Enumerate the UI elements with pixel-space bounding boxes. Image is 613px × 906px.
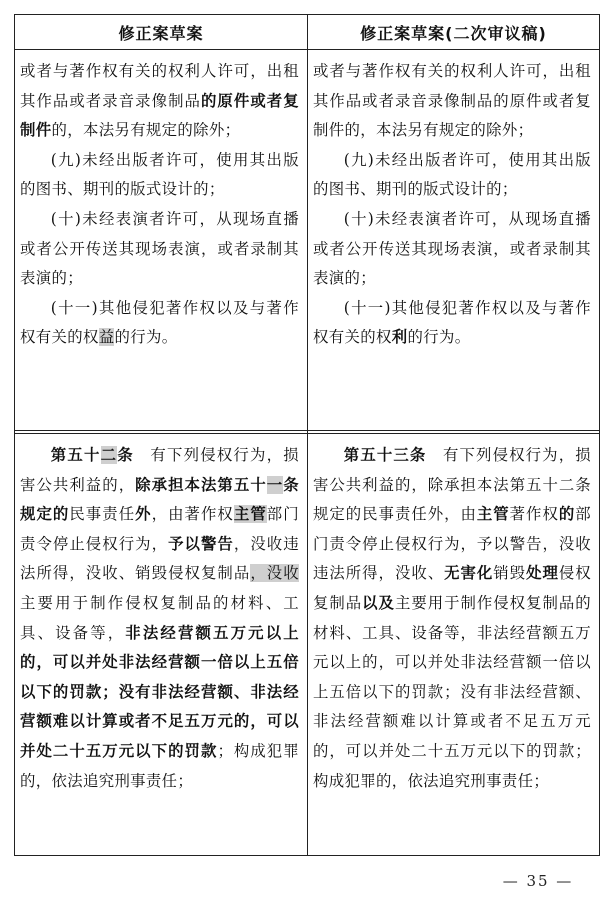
text-run: 的行为。 (114, 328, 178, 347)
text-run: 部门责令停止侵权行为， (20, 505, 299, 553)
row-divider-bottom (15, 433, 599, 434)
text-run: 主要用于制作侵权复制品的材料、工具、设备等， (20, 593, 299, 642)
highlighted-char: 一 (266, 475, 284, 494)
text-run: (十一)其他侵犯著作权以及与著作权有关的权 (313, 298, 591, 347)
article-number (51, 446, 134, 464)
text-run: 侵权复制品 (313, 564, 591, 612)
row1-left-p1 (20, 57, 299, 146)
text-run: ；构成犯罪的，依法追究刑事责任； (20, 741, 299, 790)
bold-run: 主管 (476, 505, 510, 524)
bold-run: 的原件或者复制件 (20, 91, 299, 140)
highlighted-char: 益 (98, 328, 115, 347)
highlighted-char: 二 (100, 446, 118, 464)
text-run: 销毁 (493, 564, 527, 583)
header-right: 修正案草案(二次审议稿) (360, 23, 547, 43)
row1-right-p4 (313, 294, 591, 353)
row-divider-top (15, 430, 599, 431)
bold-run: 除承担本法第五十 (135, 475, 267, 494)
row2-left-cell (15, 435, 307, 855)
header-divider (15, 49, 599, 50)
row1-left-cell (15, 51, 307, 429)
text-run: 著作权 (509, 505, 559, 524)
bold-run: 予以警告 (168, 534, 234, 553)
article-53-text (313, 441, 591, 796)
text-run: 有下列侵权行为，损害公共利益的，除承担本法第五十二条规定的民事责任外，由 (313, 446, 591, 524)
text-run: (十一)其他侵犯著作权以及与著作权有关的权 (20, 298, 299, 347)
article-number: 第五十三条 (343, 446, 427, 464)
bold-run: 无害化 (444, 564, 494, 583)
row1-right-cell (308, 51, 599, 429)
bold-run: 条规定的 (20, 475, 299, 524)
bold-run: 利 (391, 328, 408, 347)
highlighted-word: 主管 (233, 505, 267, 524)
row2-right-cell (308, 435, 599, 855)
page-number: — 35 — (502, 872, 574, 890)
text-run: 的，本法另有规定的除外； (51, 121, 241, 140)
text-run: 主要用于制作侵权复制品的材料、工具、设备等，非法经营额五万元以上的，可以并处非法经营额一倍以上五倍以下的罚款；没有非法经营额、非法经营额难以计算或者不足五万元的，可以并处二十五万元以下的罚款；构成犯罪的，依法追究刑事责任； (313, 593, 591, 790)
bold-run: 处理 (526, 564, 559, 583)
bold-run: 第五十 (50, 446, 101, 464)
bold-run: 非法经营额五万元以上的，可以并处非法经营额一倍以上五倍以下的罚款；没有非法经营额、非法经营额难以计算或者不足五万元的，可以并处二十五万元以下的罚款 (20, 623, 299, 760)
text-run: 或者与著作权有关的权利人许可，出租其作品或者录音录像制品 (20, 62, 299, 110)
text-run: ，由著作权 (151, 505, 234, 524)
text-run: 部门责令停止侵权行为，予以警告，没收违法所得，没收、 (313, 505, 591, 583)
bold-run: 外 (135, 505, 152, 524)
bold-run: 以及 (362, 593, 395, 612)
row1-left-p2: (九)未经出版者许可，使用其出版的图书、期刊的版式设计的； (20, 150, 299, 199)
bold-run: 条 (117, 446, 134, 464)
text-run: 有下列侵权行为，损害公共利益的， (20, 446, 299, 494)
bold-run: 的 (558, 505, 576, 524)
row1-right-p2: (九)未经出版者许可，使用其出版的图书、期刊的版式设计的； (313, 150, 591, 199)
row1-left-p4 (20, 294, 299, 353)
header-left: 修正案草案 (118, 23, 204, 43)
row1-right-p1: 或者与著作权有关的权利人许可，出租其作品或者录音录像制品的原件或者复制件的，本法另有规定的除外； (313, 62, 591, 140)
article-52-text (20, 441, 299, 796)
highlighted-word: ，没收 (250, 564, 299, 583)
row1-left-p3: (十)未经表演者许可，从现场直播或者公开传送其现场表演，或者录制其表演的； (20, 209, 299, 288)
text-run: 的行为。 (407, 328, 471, 347)
text-run: ，没收违法所得，没收、销毁侵权复制品 (20, 534, 299, 583)
text-run: 民事责任 (69, 505, 136, 524)
comparison-table (14, 14, 600, 856)
row1-right-p3: (十)未经表演者许可，从现场直播或者公开传送其现场表演，或者录制其表演的； (313, 209, 591, 288)
